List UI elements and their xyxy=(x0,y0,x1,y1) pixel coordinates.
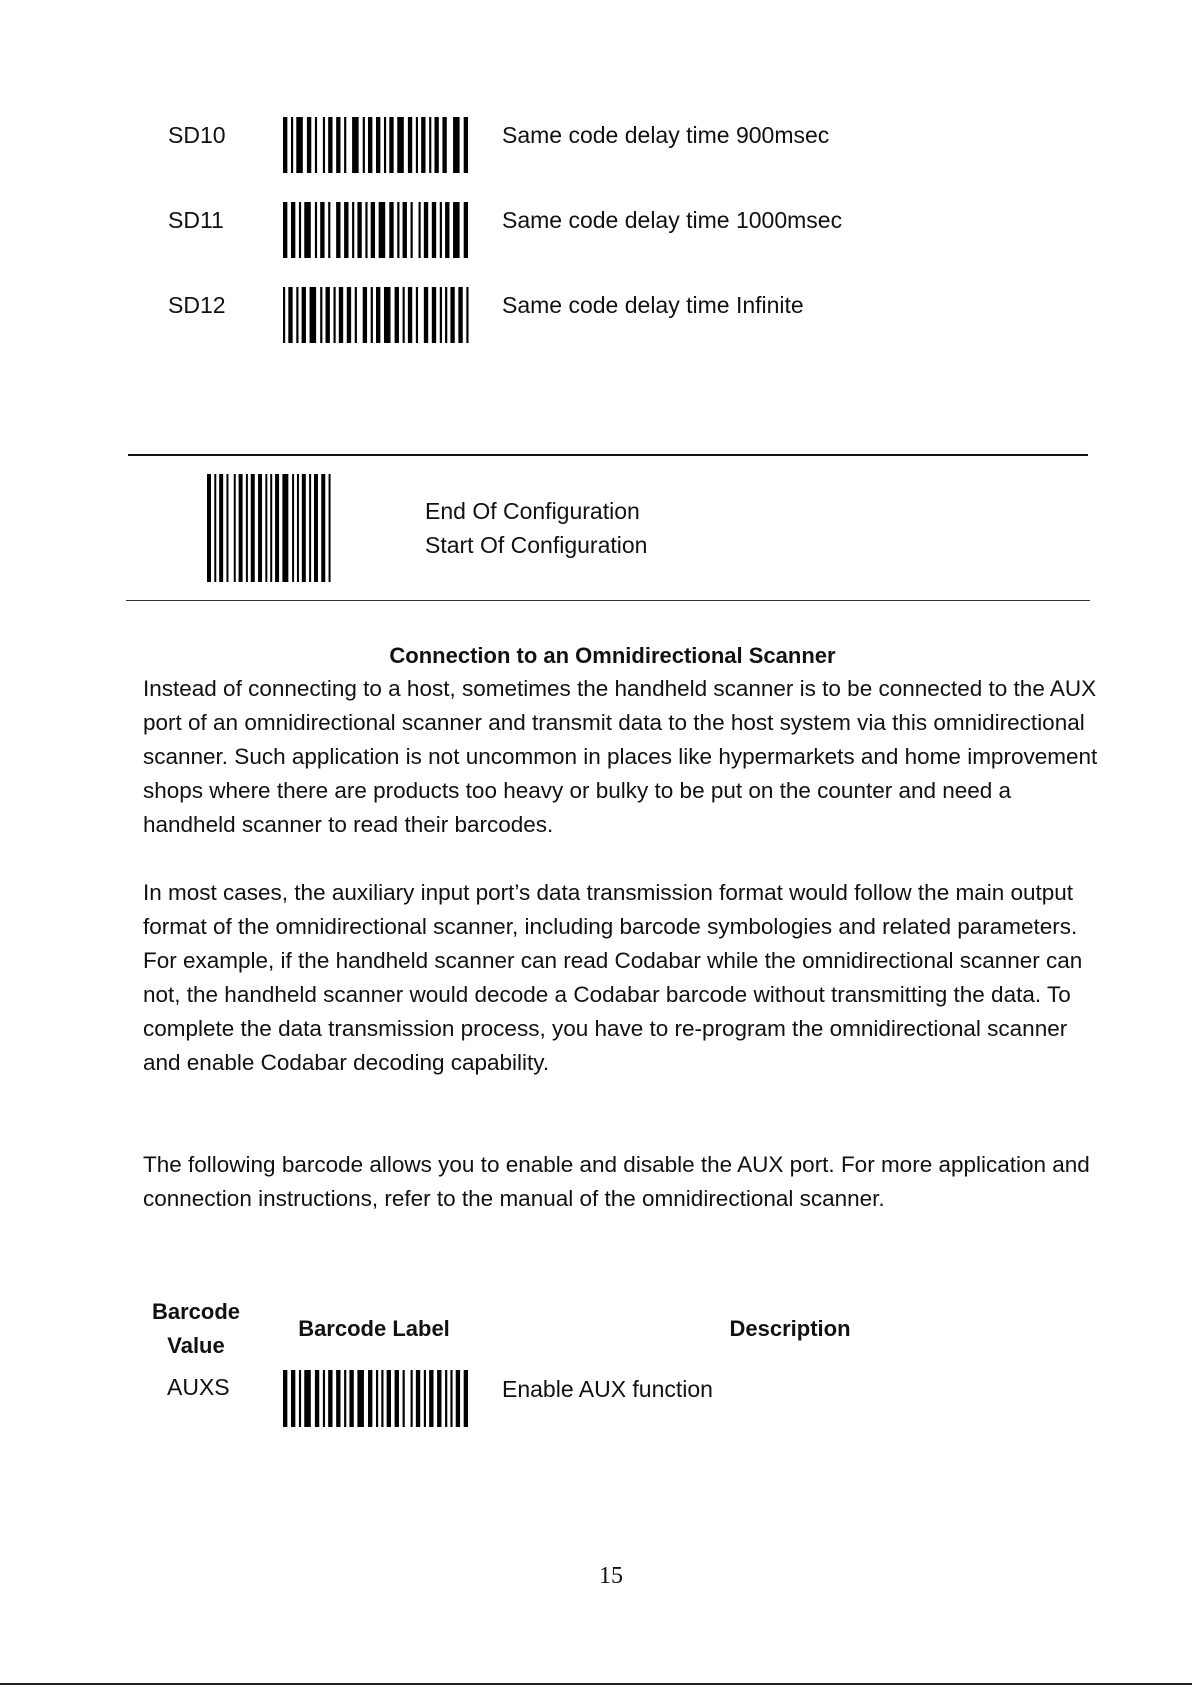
barcode-bar xyxy=(282,474,288,582)
barcode-bar xyxy=(411,1370,413,1427)
barcode-bar xyxy=(424,287,428,343)
barcode-bar xyxy=(466,287,468,343)
barcode-bar xyxy=(424,202,428,258)
barcode-sd10 xyxy=(283,117,469,173)
barcode-bar xyxy=(395,287,399,343)
barcode-bar xyxy=(219,474,223,582)
barcode-bar xyxy=(323,117,325,173)
barcode-bar xyxy=(384,117,386,173)
barcode-bar xyxy=(464,117,468,173)
barcode-bar xyxy=(379,202,386,258)
barcode-bar xyxy=(328,117,332,173)
barcode-bar xyxy=(291,117,293,173)
barcode-bar xyxy=(458,287,462,343)
barcode-bar xyxy=(371,202,375,258)
barcode-bar xyxy=(336,117,340,173)
barcode-bar xyxy=(270,474,272,582)
barcode-bar xyxy=(416,287,418,343)
barcode-bar xyxy=(302,287,306,343)
barcode-bar xyxy=(314,474,318,582)
start-of-configuration-label: Start Of Configuration xyxy=(425,532,648,558)
barcode-bar xyxy=(371,287,373,343)
barcode-bar xyxy=(376,287,380,343)
table-header-barcode-value-line1: Barcode xyxy=(151,1299,241,1324)
barcode-bar xyxy=(450,1370,452,1427)
barcode-bar xyxy=(440,287,442,343)
barcode-bar xyxy=(349,1370,353,1427)
barcode-bar xyxy=(283,1370,287,1427)
barcode-bar xyxy=(320,202,324,258)
barcode-bar xyxy=(440,202,442,258)
barcode-bar xyxy=(389,202,393,258)
barcode-bar xyxy=(363,287,367,343)
barcode-bar xyxy=(397,202,399,258)
config-barcode xyxy=(207,474,331,582)
barcode-bar xyxy=(336,202,340,258)
barcode-bar xyxy=(309,474,311,582)
barcode-bar xyxy=(384,287,391,343)
barcode-bar xyxy=(307,117,311,173)
barcode-bar xyxy=(464,202,468,258)
description-sd11: Same code delay time 1000msec xyxy=(502,207,843,233)
barcode-sd12 xyxy=(283,287,469,343)
barcode-bar xyxy=(453,117,460,173)
barcode-value-auxs: AUXS xyxy=(167,1374,230,1400)
barcode-bar xyxy=(302,474,306,582)
barcode-bar xyxy=(434,117,438,173)
barcode-bar xyxy=(424,1370,426,1427)
barcode-bar xyxy=(376,117,380,173)
barcode-bar xyxy=(304,202,311,258)
barcode-bar xyxy=(397,117,404,173)
barcode-bar xyxy=(296,117,303,173)
barcode-bar xyxy=(336,1370,340,1427)
barcode-bar xyxy=(207,474,211,582)
barcode-bar xyxy=(352,117,359,173)
barcode-bar xyxy=(251,474,255,582)
paragraph-2: In most cases, the auxiliary input port’s data transmission format would follow the main output format of the omnidirectional scanner, including barcode symbologies and related parameters. For example, if the handheld scanner can read Codabar while the omnidirectional scanner can not, the handheld scanner would decode a Codabar barcode without transmitting the data. To complete the data transmission process, you have to re-program the omnidirectional scanner and enable Codabar decoding capability. xyxy=(143,880,1083,1075)
barcode-bar xyxy=(321,474,325,582)
barcode-bar xyxy=(288,287,292,343)
end-of-configuration-label: End Of Configuration xyxy=(425,498,640,524)
barcode-bar xyxy=(292,474,294,582)
barcode-value-sd11: SD11 xyxy=(168,207,224,233)
barcode-bar xyxy=(416,117,418,173)
barcode-bar xyxy=(234,474,236,582)
barcode-bar xyxy=(445,287,447,343)
barcode-bar xyxy=(283,202,287,258)
barcode-bar xyxy=(328,202,330,258)
barcode-bar xyxy=(310,287,317,343)
section-title: Connection to an Omnidirectional Scanner xyxy=(389,643,836,668)
barcode-bar xyxy=(333,287,335,343)
barcode-bar xyxy=(339,287,343,343)
barcode-bar xyxy=(239,474,243,582)
barcode-bar xyxy=(304,1370,311,1427)
barcode-sd11 xyxy=(283,202,469,258)
barcode-bar xyxy=(429,1370,433,1427)
config-top-rule xyxy=(128,454,1088,456)
barcode-bar xyxy=(411,202,413,258)
barcode-bar xyxy=(352,202,354,258)
barcode-bar xyxy=(429,117,431,173)
barcode-bar xyxy=(326,287,330,343)
barcode-bar xyxy=(432,287,436,343)
barcode-bar xyxy=(408,287,412,343)
barcode-bar xyxy=(344,1370,346,1427)
barcode-bar xyxy=(328,1370,332,1427)
barcode-value-sd12: SD12 xyxy=(168,292,226,318)
barcode-bar xyxy=(456,1370,460,1427)
barcode-bar xyxy=(432,202,436,258)
barcode-bar xyxy=(450,287,454,343)
description-sd10: Same code delay time 900msec xyxy=(502,122,830,148)
description-sd12: Same code delay time Infinite xyxy=(502,292,804,318)
table-header-barcode-label: Barcode Label xyxy=(298,1316,450,1341)
barcode-bar xyxy=(363,117,365,173)
barcode-bar xyxy=(445,1370,447,1427)
barcode-bar xyxy=(299,202,301,258)
barcode-bar xyxy=(297,474,299,582)
barcode-bar xyxy=(387,1370,391,1427)
barcode-bar xyxy=(368,117,372,173)
barcode-bar xyxy=(329,474,331,582)
barcode-bar xyxy=(421,117,425,173)
paragraph-1: Instead of connecting to a host, sometimes the handheld scanner is to be connected to the AUX port of an omnidirectional scanner and transmit data to the host system via this omnidirectional scanner. Such application is not uncommon in places like hypermarkets and home improvement shops where there are products too heavy or bulky to be put on the counter and need a handheld scanner to read their barcodes. xyxy=(143,676,1098,837)
barcode-bar xyxy=(403,202,407,258)
barcode-bar xyxy=(344,117,346,173)
barcode-bar xyxy=(381,1370,383,1427)
barcode-bar xyxy=(376,1370,378,1427)
description-auxs: Enable AUX function xyxy=(502,1376,713,1402)
barcode-bar xyxy=(442,117,446,173)
barcode-bar xyxy=(299,1370,301,1427)
barcode-bar xyxy=(408,117,412,173)
paragraph-3: The following barcode allows you to enable and disable the AUX port. For more application and connection instructions, refer to the manual of the omnidirectional scanner. xyxy=(143,1152,1090,1211)
barcode-bar xyxy=(453,202,460,258)
barcode-bar xyxy=(258,474,262,582)
barcode-bar xyxy=(368,1370,372,1427)
barcode-bar xyxy=(214,474,216,582)
config-bottom-rule xyxy=(126,600,1090,601)
barcode-bar xyxy=(315,117,317,173)
barcode-bar xyxy=(464,1370,468,1427)
barcode-bar xyxy=(296,287,298,343)
barcode-bar xyxy=(395,1370,399,1427)
barcode-bar xyxy=(403,1370,405,1427)
table-header-description: Description xyxy=(729,1316,851,1341)
barcode-bar xyxy=(275,474,279,582)
barcode-bar xyxy=(226,474,228,582)
barcode-bar xyxy=(403,287,405,343)
barcode-bar xyxy=(357,202,361,258)
barcode-bar xyxy=(445,202,449,258)
barcode-bar xyxy=(347,287,351,343)
barcode-bar xyxy=(315,1370,319,1427)
barcode-bar xyxy=(283,117,287,173)
barcode-bar xyxy=(365,202,367,258)
barcode-bar xyxy=(355,287,357,343)
barcode-value-sd10: SD10 xyxy=(168,122,226,148)
table-header-barcode-value xyxy=(130,1295,262,1363)
barcode-bar xyxy=(315,202,317,258)
barcode-bar xyxy=(246,474,248,582)
table-header-barcode-value-line2: Value xyxy=(167,1333,225,1358)
barcode-bar xyxy=(291,1370,295,1427)
barcode-bar xyxy=(320,287,322,343)
barcode-bar xyxy=(357,1370,364,1427)
barcode-bar xyxy=(437,1370,441,1427)
barcode-bar xyxy=(416,1370,420,1427)
barcode-bar xyxy=(323,1370,325,1427)
barcode-auxs xyxy=(283,1370,469,1427)
barcode-bar xyxy=(344,202,348,258)
barcode-bar xyxy=(291,202,295,258)
barcode-bar xyxy=(389,117,393,173)
page-number: 15 xyxy=(599,1563,623,1589)
barcode-bar xyxy=(419,202,421,258)
barcode-bar xyxy=(283,287,285,343)
barcode-bar xyxy=(265,474,267,582)
